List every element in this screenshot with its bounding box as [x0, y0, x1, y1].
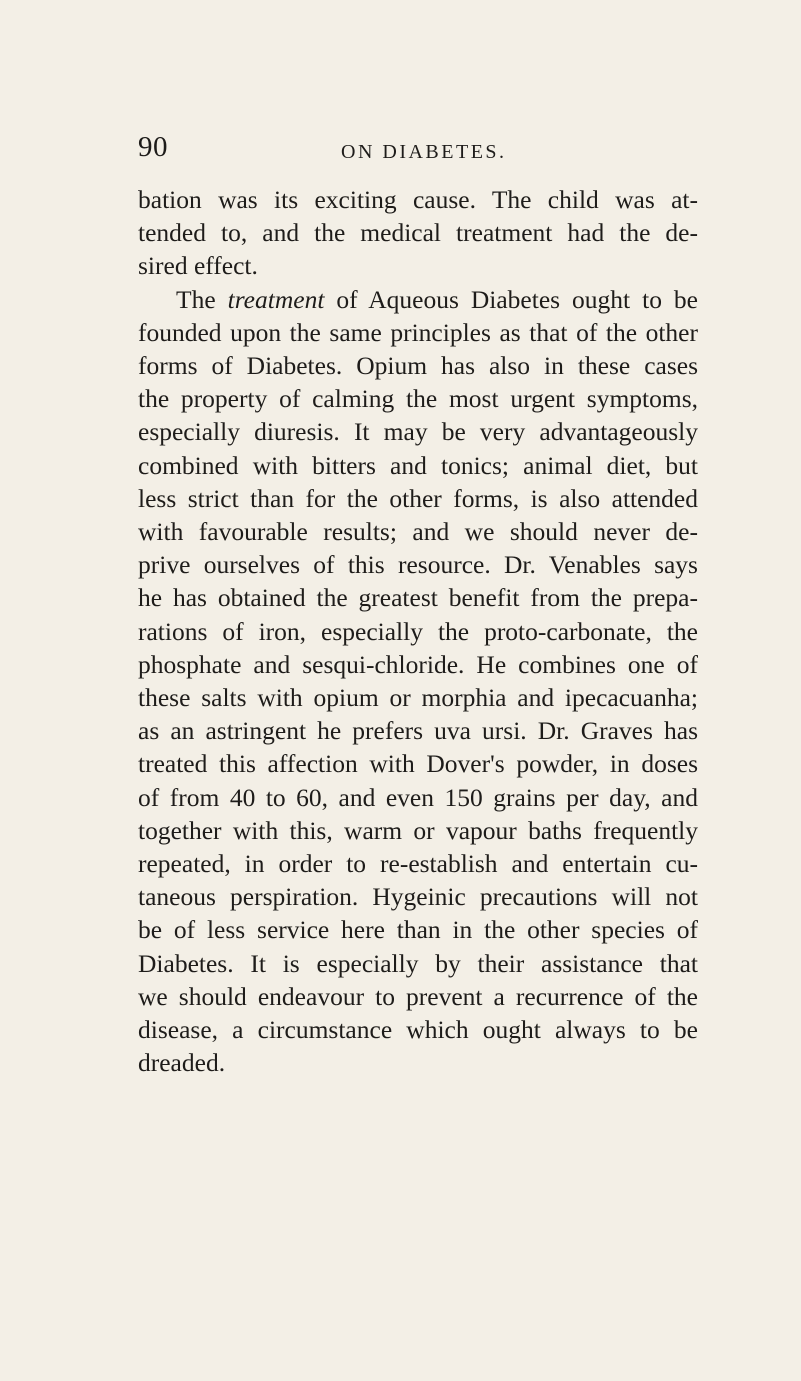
text-line: we should endeavour to prevent a recurrence of the	[138, 981, 698, 1011]
text-line: disease, a circumstance which ought always to be	[138, 1015, 698, 1045]
text-line: the property of calming the most urgent symptoms,	[138, 384, 698, 414]
page-number: 90	[138, 131, 168, 163]
text-run	[324, 285, 336, 314]
text-line: bation was its exciting cause. The child was at-	[138, 185, 698, 214]
text-line: prive ourselves of this resource. Dr. Venables says	[138, 550, 698, 580]
text-line: he has obtained the greatest benefit from the prepa-	[138, 583, 698, 613]
text-line: treated this affection with Dover's powder, in doses	[138, 749, 698, 779]
text-line: forms of Diabetes. Opium has also in these cases	[138, 351, 698, 381]
text-line: combined with bitters and tonics; animal diet, but	[138, 450, 698, 480]
text-line: sired effect.	[138, 251, 258, 281]
page-header	[138, 133, 698, 173]
text-line: as an astringent he prefers uva ursi. Dr. Graves has	[138, 716, 698, 746]
text-line: of from 40 to 60, and even 150 grains per day, and	[138, 782, 698, 812]
text-line: especially diuresis. It may be very advantageously	[138, 417, 698, 447]
text-line: with favourable results; and we should never de-	[138, 517, 698, 547]
text-line: founded upon the same principles as that of the other	[138, 317, 698, 347]
text-line: together with this, warm or vapour baths frequently	[138, 815, 698, 845]
text-line: Diabetes. It is especially by their assistance that	[138, 948, 698, 978]
italic-term: treatment	[227, 284, 325, 314]
text-line-paragraph-start	[138, 283, 698, 316]
body-text	[138, 183, 698, 1079]
text-line: phosphate and sesqui-chloride. He combines one of	[138, 649, 698, 679]
text-line: less strict than for the other forms, is also attended	[138, 483, 698, 513]
text-line: be of less service here than in the other species of	[138, 915, 698, 945]
text-run: The	[176, 284, 228, 314]
text-line: dreaded.	[138, 1048, 226, 1078]
text-line: repeated, in order to re-establish and entertain cu-	[138, 849, 698, 879]
text-line: taneous perspiration. Hygeinic precautions will not	[138, 882, 698, 912]
text-run: of Aqueous Diabetes ought to be	[336, 284, 698, 314]
text-line: tended to, and the medical treatment had the de-	[138, 218, 698, 248]
text-line: rations of iron, especially the proto-carbonate, the	[138, 616, 698, 646]
running-title: ON DIABETES.	[341, 141, 507, 163]
text-line: these salts with opium or morphia and ipecacuanha;	[138, 683, 698, 713]
